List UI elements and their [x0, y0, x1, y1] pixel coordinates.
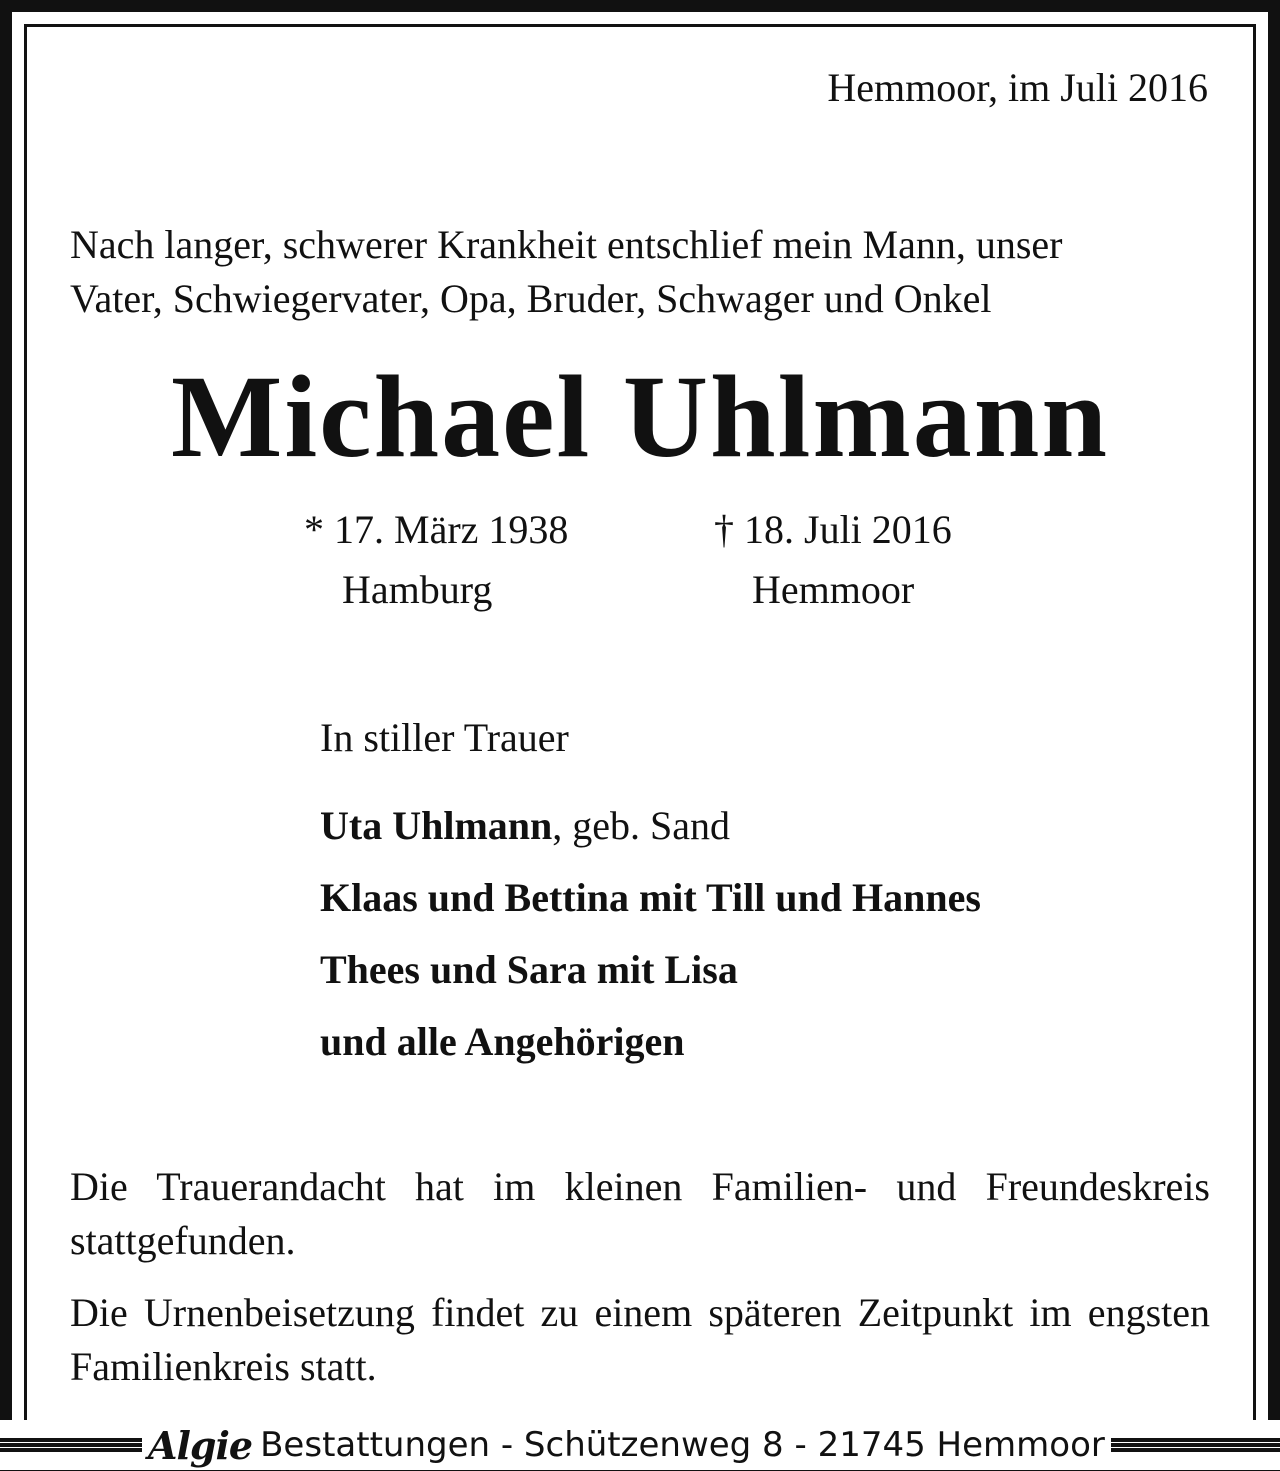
footer-rule-right — [1111, 1438, 1280, 1452]
birth-info — [304, 500, 568, 620]
mourners-list — [320, 790, 981, 1078]
birth-place: Hamburg — [342, 567, 493, 612]
intro-line-1: Nach langer, schwerer Krankheit entschlief mein Mann, unser — [70, 222, 1063, 267]
death-date: † 18. Juli 2016 — [714, 507, 952, 552]
mourner-line-4: und alle Angehörigen — [320, 1019, 685, 1064]
mourning-intro: In stiller Trauer — [320, 715, 569, 760]
mourner-spouse — [320, 790, 981, 862]
intro-line-2: Vater, Schwiegervater, Opa, Bruder, Schwager und Onkel — [70, 276, 992, 321]
funeral-home-logo: Algie — [148, 1422, 253, 1468]
birth-date: * 17. März 1938 — [304, 507, 569, 552]
memorial-notice: Die Trauerandacht hat im kleinen Familien- und Freundeskreis stattgefunden. — [70, 1164, 1210, 1263]
footer-text — [142, 1423, 1111, 1468]
death-info — [714, 500, 952, 620]
spouse-suffix: , geb. Sand — [552, 803, 731, 848]
death-place: Hemmoor — [752, 567, 915, 612]
place-date: Hemmoor, im Juli 2016 — [827, 65, 1208, 110]
mourner-line-2: Klaas und Bettina mit Till und Hannes — [320, 875, 981, 920]
burial-notice: Die Urnenbeisetzung findet zu einem späteren Zeitpunkt im engsten Familienkreis statt. — [70, 1290, 1210, 1389]
deceased-name: Michael Uhlmann — [171, 351, 1109, 482]
funeral-home-footer — [0, 1420, 1280, 1470]
funeral-home-address: Bestattungen - Schützenweg 8 - 21745 Hemmoor — [260, 1425, 1105, 1465]
mourner-line-3: Thees und Sara mit Lisa — [320, 947, 738, 992]
intro-text — [70, 218, 1210, 326]
spouse-name: Uta Uhlmann — [320, 803, 553, 848]
footer-rule-left — [0, 1438, 142, 1452]
